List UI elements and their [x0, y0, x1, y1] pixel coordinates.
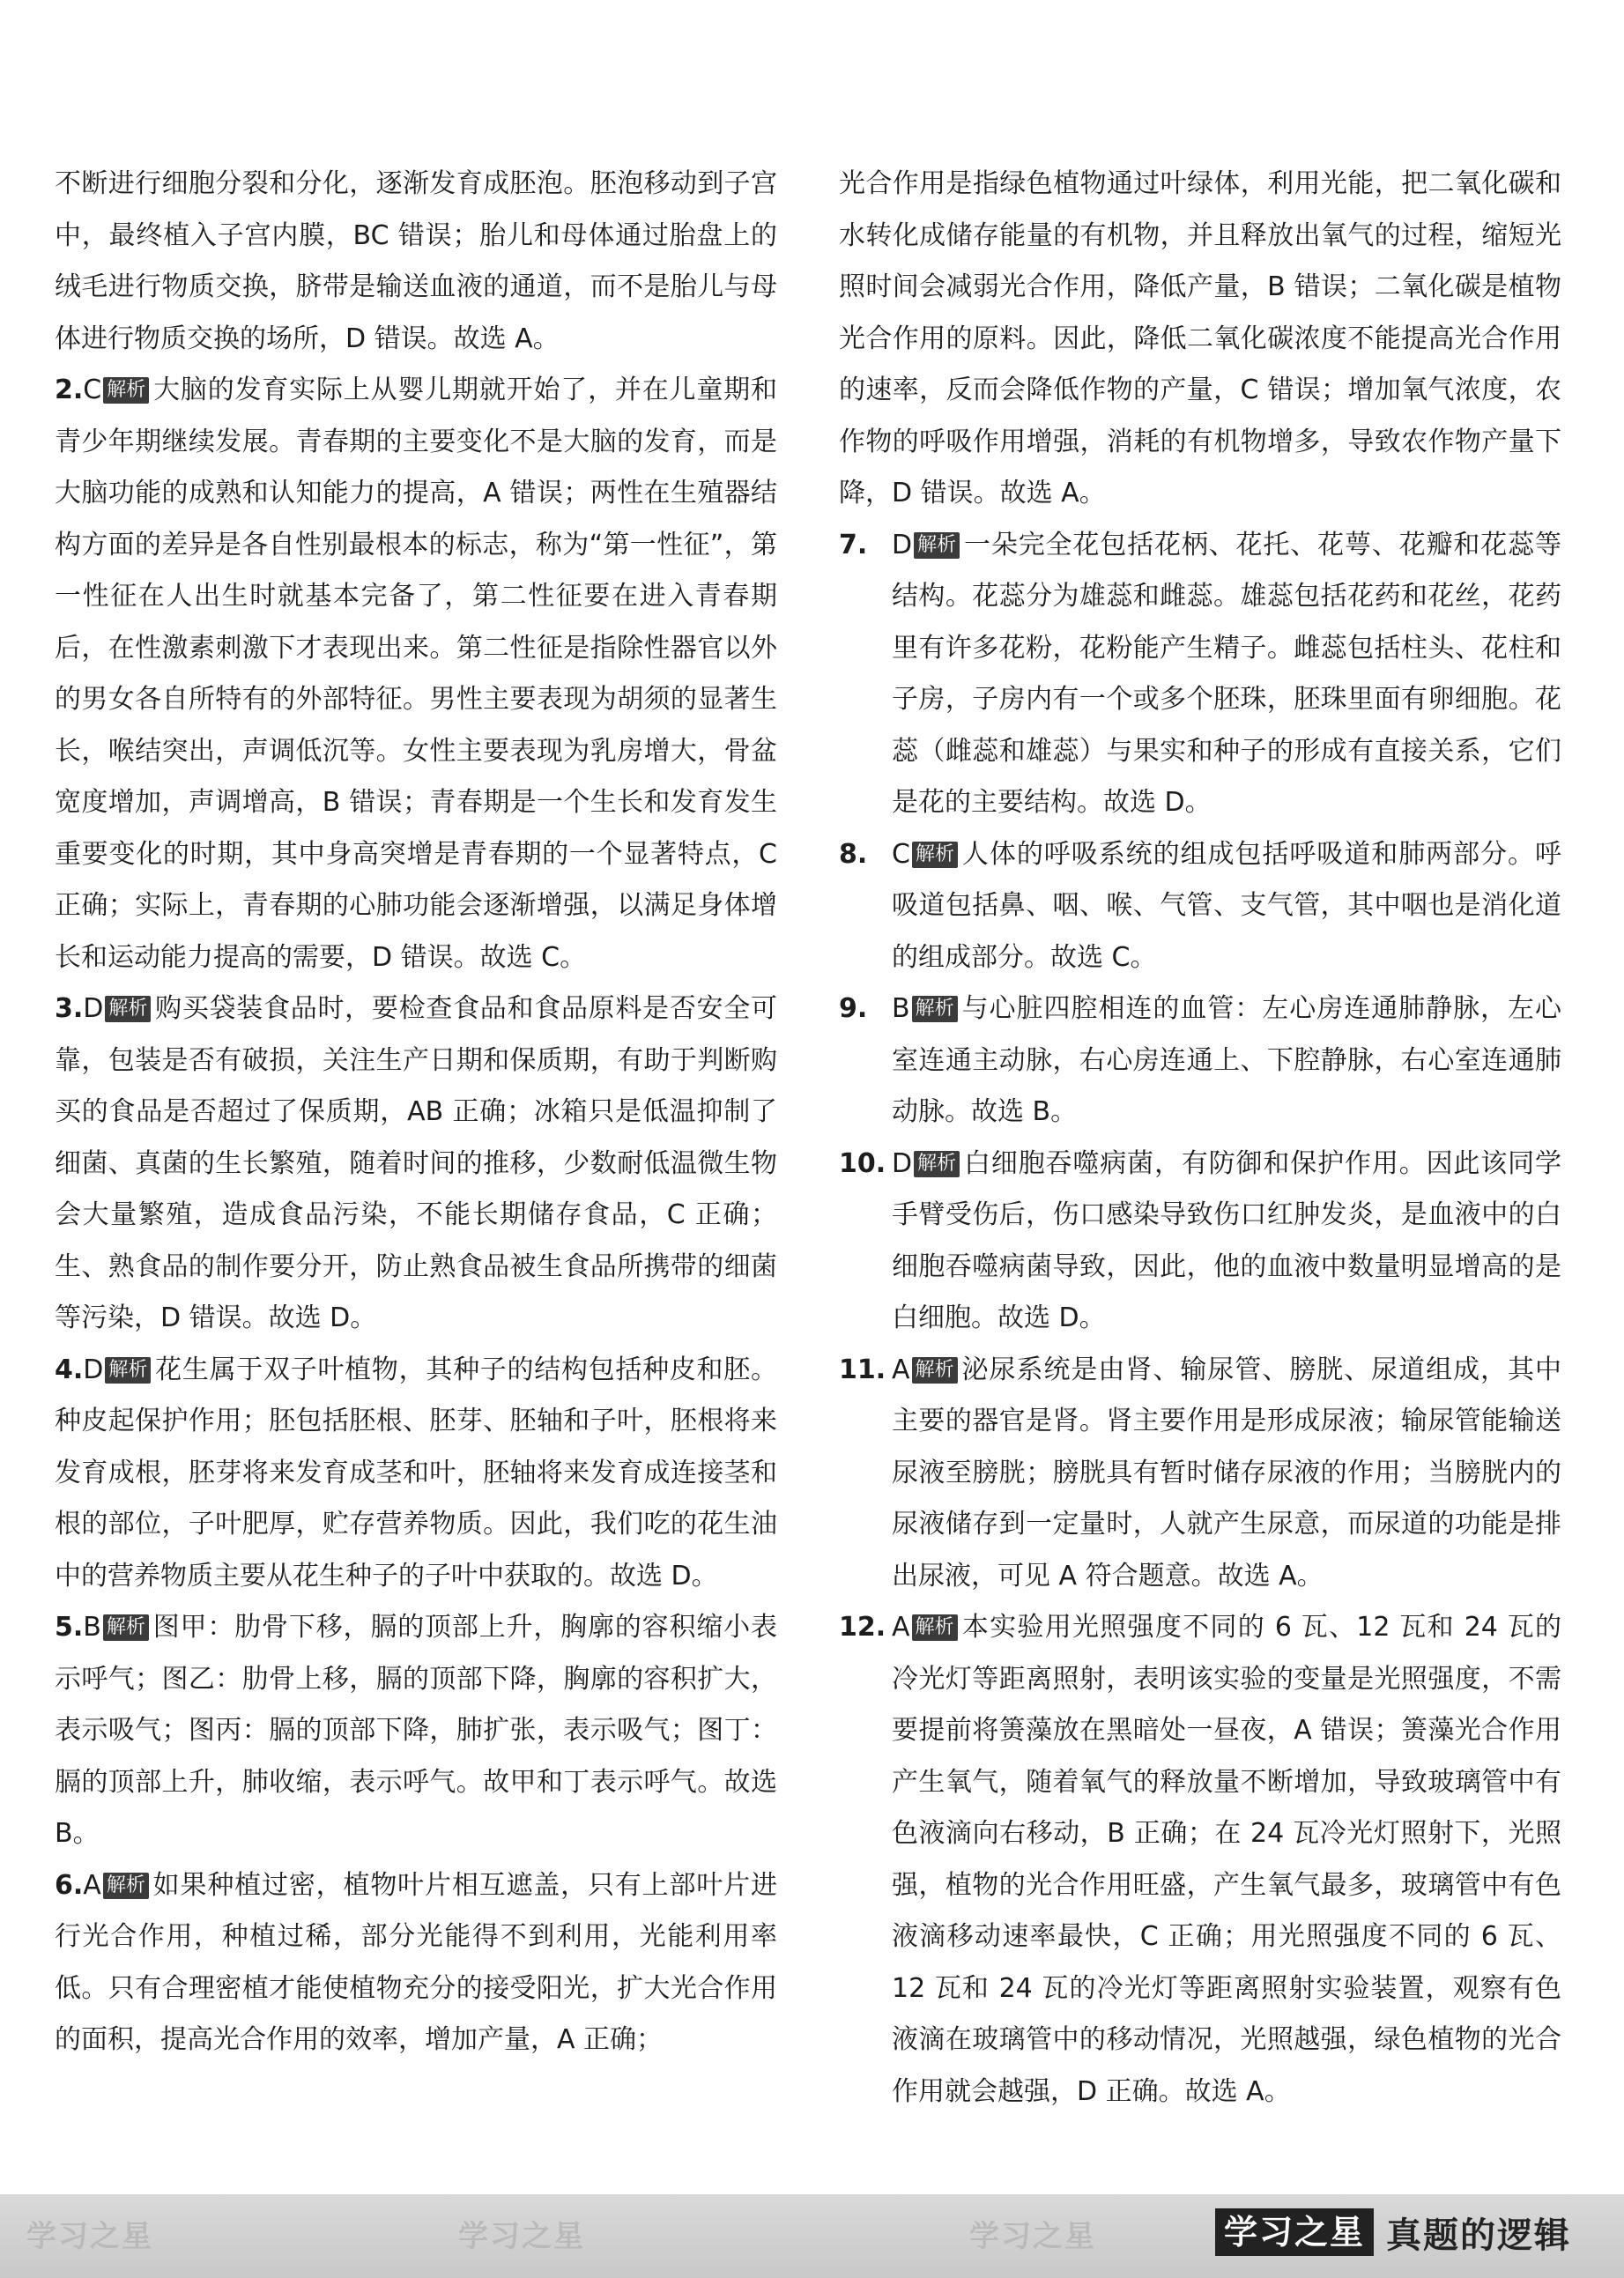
brand-title: 真题的逻辑	[1386, 2215, 1571, 2256]
answer-text: 白细胞吞噬病菌，有防御和保护作用。因此该同学手臂受伤后，伤口感染导致伤口红肿发炎，是血液中的白细胞吞噬病菌导致，因此，他的血液中数量明显增高的是白细胞。故选 D。	[892, 1147, 1561, 1333]
answer-item	[839, 159, 1561, 520]
answer-text: 图甲：肋骨下移，膈的顶部上升，胸廓的容积缩小表示呼气；图乙：肋骨上移，膈的顶部下降，胸廓的容积扩大，表示吸气；图丙：膈的顶部下降，肺扩张，表示吸气；图丁：膈的顶部上升，肺收缩，表示呼气。故甲和丁表示呼气。故选 B。	[55, 1612, 777, 1849]
answer-column-left	[55, 159, 777, 2067]
answer-key: B	[892, 993, 910, 1024]
answer-key: D	[83, 1354, 104, 1385]
page-footer	[0, 2194, 1624, 2278]
brand-logo: 学习之星	[1215, 2208, 1374, 2256]
analysis-badge: 解析	[914, 532, 960, 559]
analysis-badge: 解析	[914, 1151, 960, 1177]
answer-item	[55, 365, 777, 983]
answer-text: 与心脏四腔相连的血管：左心房连通肺静脉，左心室连通主动脉，右心房连通上、下腔静脉，右心室连通肺动脉。故选 B。	[892, 993, 1561, 1127]
analysis-badge: 解析	[912, 996, 958, 1022]
question-number: 12.	[839, 1612, 886, 1643]
answer-key: B	[83, 1612, 101, 1643]
answer-item	[839, 1345, 1561, 1603]
question-number: 10.	[839, 1147, 886, 1179]
answer-key: A	[892, 1612, 910, 1643]
answer-key: C	[83, 375, 102, 405]
answer-item	[839, 829, 1561, 984]
analysis-badge: 解析	[103, 1873, 149, 1899]
analysis-badge: 解析	[103, 1614, 149, 1641]
analysis-badge: 解析	[105, 996, 151, 1022]
answer-key: D	[83, 993, 104, 1024]
answer-text: 光合作用是指绿色植物通过叶绿体，利用光能，把二氧化碳和水转化成储存能量的有机物，并且释放出氧气的过程，缩短光照时间会减弱光合作用，降低产量，B 错误；二氧化碳是植物光合作用的原料。因此，降低二氧化碳浓度不能提高光合作用的速率，反而会降低作物的产量，C 错误；增加氧气浓度，农作物的呼吸作用增强，消耗的有机物增多，导致农作物产量下降，D 错误。故选 A。	[839, 168, 1561, 508]
question-number: 3.	[55, 993, 84, 1024]
question-number: 6.	[55, 1869, 84, 1901]
answer-text: 购买袋装食品时，要检查食品和食品原料是否安全可靠，包装是否有破损，关注生产日期和保质期，有助于判断购买的食品是否超过了保质期，AB 正确；冰箱只是低温抑制了细菌、真菌的生长繁殖，随着时间的推移，少数耐低温微生物会大量繁殖，造成食品污染，不能长期储存食品，C 正确；生、熟食品的制作要分开，防止熟食品被生食品所携带的细菌等污染，D 错误。故选 D。	[55, 993, 777, 1333]
answer-item	[55, 1602, 777, 1860]
footer-watermark: 学习之星	[458, 2219, 585, 2254]
answer-text: 如果种植过密，植物叶片相互遮盖，只有上部叶片进行光合作用，种植过稀，部分光能得不到利用，光能利用率低。只有合理密植才能使植物充分的接受阳光，扩大光合作用的面积，提高光合作用的效率，增加产量，A 正确；	[55, 1869, 777, 2055]
answer-item	[55, 159, 777, 365]
footer-watermark: 学习之星	[969, 2219, 1096, 2254]
answer-item	[839, 1602, 1561, 2118]
analysis-badge: 解析	[912, 842, 958, 868]
answer-key: A	[83, 1869, 101, 1901]
question-number: 8.	[839, 838, 868, 870]
answer-item	[839, 1139, 1561, 1345]
answer-text: 本实验用光照强度不同的 6 瓦、12 瓦和 24 瓦的冷光灯等距离照射，表明该实验的变量是光照强度，不需要提前将箦藻放在黑暗处一昼夜，A 错误；箦藻光合作用产生氧气，随着氧气的释放量不断增加，导致玻璃管中有色液滴向右移动，B 正确；在 24 瓦冷光灯照射下，光照强，植物的光合作用旺盛，产生氧气最多，玻璃管中有色液滴移动速率最快，C 正确；用光照强度不同的 6 瓦、12 瓦和 24 瓦的冷光灯等距离照射实验装置，观察有色液滴在玻璃管中的移动情况，光照越强，绿色植物的光合作用就会越强，D 正确。故选 A。	[892, 1612, 1561, 2107]
answer-key: D	[892, 529, 913, 560]
question-number: 4.	[55, 1354, 84, 1385]
answer-text: 泌尿系统是由肾、输尿管、膀胱、尿道组成，其中主要的器官是肾。肾主要作用是形成尿液；输尿管能输送尿液至膀胱；膀胱具有暂时储存尿液的作用；当膀胱内的尿液储存到一定量时，人就产生尿意，而尿道的功能是排出尿液，可见 A 符合题意。故选 A。	[892, 1354, 1561, 1592]
answer-item	[55, 1345, 777, 1603]
answer-item	[55, 1860, 777, 2067]
answer-text: 人体的呼吸系统的组成包括呼吸道和肺两部分。呼吸道包括鼻、咽、喉、气管、支气管，其中咽也是消化道的组成部分。故选 C。	[892, 838, 1561, 973]
answer-item	[55, 983, 777, 1345]
question-number: 7.	[839, 529, 868, 560]
question-number: 11.	[839, 1354, 886, 1385]
analysis-badge: 解析	[105, 1357, 151, 1384]
question-number: 5.	[55, 1612, 84, 1643]
answer-text: 不断进行细胞分裂和分化，逐渐发育成胚泡。胚泡移动到子宫中，最终植入子宫内膜，BC 错误；胎儿和母体通过胎盘上的绒毛进行物质交换，脐带是输送血液的通道，而不是胎儿与母体进行物质交换的场所，D 错误。故选 A。	[55, 168, 777, 354]
analysis-badge: 解析	[912, 1357, 958, 1384]
analysis-badge: 解析	[912, 1614, 958, 1641]
question-number: 9.	[839, 993, 868, 1024]
analysis-badge: 解析	[103, 377, 149, 404]
answer-key: C	[892, 838, 910, 870]
footer-watermark: 学习之星	[26, 2219, 153, 2254]
footer-brand	[1215, 2207, 1571, 2258]
answer-item	[839, 520, 1561, 829]
answer-column-right	[839, 159, 1561, 2118]
question-number: 2.	[55, 375, 84, 405]
answer-item	[839, 983, 1561, 1139]
answer-key: D	[892, 1147, 913, 1179]
answer-text: 花生属于双子叶植物，其种子的结构包括种皮和胚。种皮起保护作用；胚包括胚根、胚芽、胚轴和子叶，胚根将来发育成根，胚芽将来发育成茎和叶，胚轴将来发育成连接茎和根的部位，子叶肥厚，贮存营养物质。因此，我们吃的花生油中的营养物质主要从花生种子的子叶中获取的。故选 D。	[55, 1354, 777, 1592]
answer-text: 大脑的发育实际上从婴儿期就开始了，并在儿童期和青少年期继续发展。青春期的主要变化不是大脑的发育，而是大脑功能的成熟和认知能力的提高，A 错误；两性在生殖器结构方面的差异是各自性别最根本的标志，称为“第一性征”，第一性征在人出生时就基本完备了，第二性征要在进入青春期后，在性激素刺激下才表现出来。第二性征是指除性器官以外的男女各自所特有的外部特征。男性主要表现为胡须的显著生长，喉结突出，声调低沉等。女性主要表现为乳房增大，骨盆宽度增加，声调增高，B 错误；青春期是一个生长和发育发生重要变化的时期，其中身高突增是青春期的一个显著特点，C 正确；实际上，青春期的心肺功能会逐渐增强，以满足身体增长和运动能力提高的需要，D 错误。故选 C。	[55, 375, 777, 973]
answer-text: 一朵完全花包括花柄、花托、花萼、花瓣和花蕊等结构。花蕊分为雄蕊和雌蕊。雄蕊包括花药和花丝，花药里有许多花粉，花粉能产生精子。雌蕊包括柱头、花柱和子房，子房内有一个或多个胚珠，胚珠里面有卵细胞。花蕊（雌蕊和雄蕊）与果实和种子的形成有直接关系，它们是花的主要结构。故选 D。	[892, 529, 1561, 818]
answer-key: A	[892, 1354, 910, 1385]
